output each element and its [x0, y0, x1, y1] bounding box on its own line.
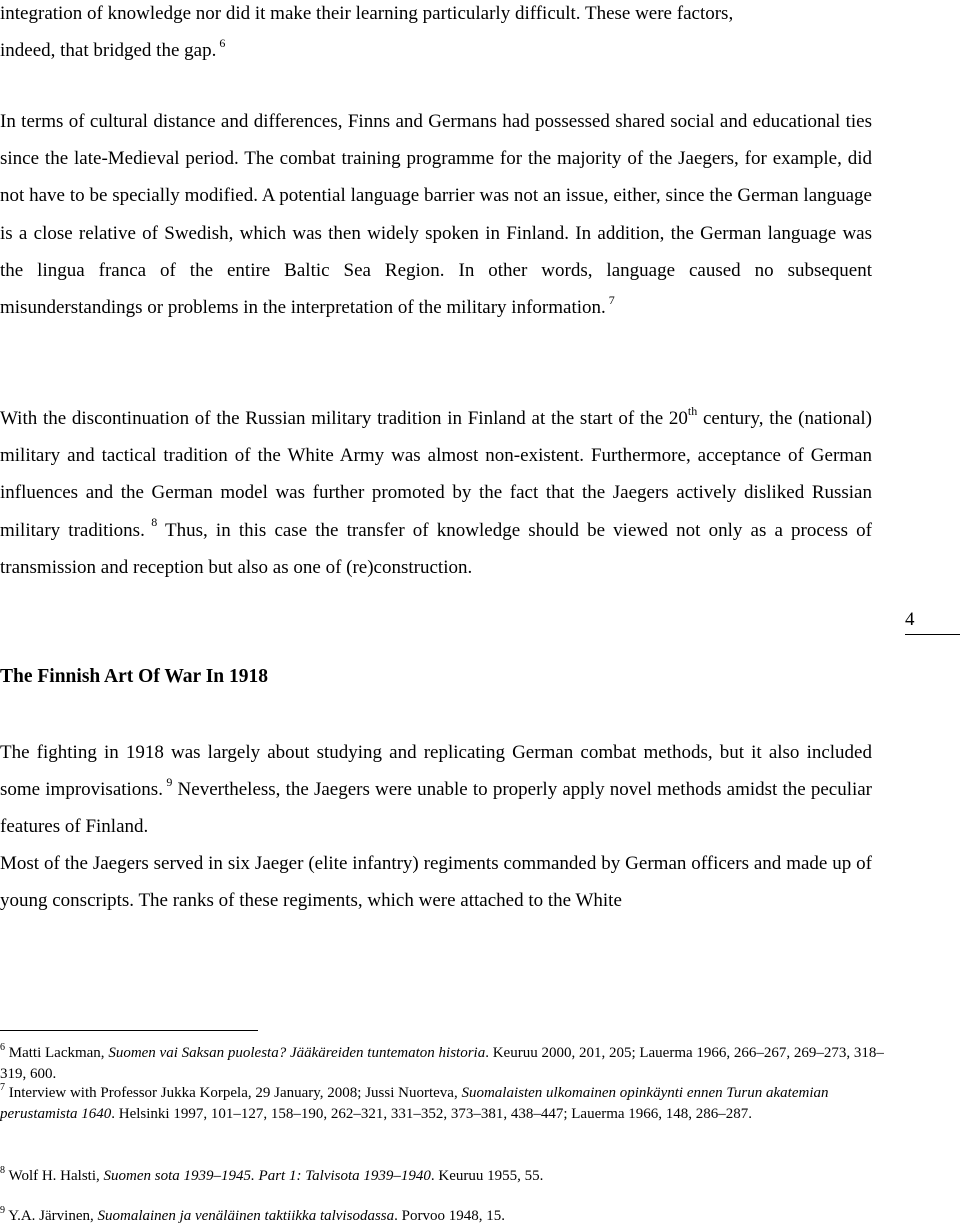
footnote-8 — [0, 1166, 900, 1187]
paragraph-3-text-b: century, the (national) military and tactical tradition of the White Army was almost non-existent. Furthermore, acceptance of German influences and the German model was further promoted by the fact that the Jaegers actively disliked Russian military traditions. — [0, 408, 872, 541]
footnote-6-number: 6 — [0, 1042, 5, 1053]
footnote-6-author: Matti Lackman, — [8, 1045, 109, 1061]
footnote-7-number: 7 — [0, 1082, 5, 1093]
paragraph-3-text-c: Thus, in this case the transfer of knowledge should be viewed not only as a process of transmission and reception but also as one of (re)construction. — [0, 519, 873, 578]
footnote-8-author: Wolf H. Halsti, — [8, 1168, 104, 1184]
paragraph-3 — [0, 400, 872, 586]
paragraph-4-text-a: The fighting in 1918 was largely about studying and replicating German combat methods, but it also included some improvisations. — [0, 742, 872, 801]
page-number: 4 — [905, 606, 960, 635]
footnote-6-rest: . Keuruu 2000, 201, 205; Lauerma 1966, 266–267, 269–273, 318–319, 600. — [0, 1045, 884, 1082]
footnote-9-title: Suomalainen ja venäläinen taktiikka talvisodassa — [97, 1208, 395, 1224]
paragraph-2 — [0, 103, 872, 326]
ordinal-suffix: th — [687, 403, 698, 418]
footnote-ref-6[interactable]: 6 — [219, 35, 226, 50]
footnote-8-number: 8 — [0, 1165, 5, 1176]
paragraph-1-line-2: indeed, that bridged the gap. — [0, 40, 217, 62]
footnote-7-rest: . Helsinki 1997, 101–127, 158–190, 262–321, 331–352, 373–381, 438–447; Lauerma 1966, 148, 286–287. — [111, 1106, 753, 1122]
footnote-9-author: Y.A. Järvinen, — [8, 1208, 98, 1224]
footnote-7-author: Interview with Professor Jukka Korpela, 29 January, 2008; Jussi Nuorteva, — [8, 1085, 462, 1101]
footnote-9 — [0, 1206, 900, 1227]
footnote-8-title: Suomen sota 1939–1945. Part 1: Talvisota 1939–1940 — [103, 1168, 431, 1184]
paragraph-3-text-a: With the discontinuation of the Russian military tradition in Finland at the start of the 20 — [0, 408, 688, 429]
paragraph-4 — [0, 734, 872, 846]
footnote-6-title: Suomen vai Saksan puolesta? Jääkäreiden tuntematon historia — [108, 1045, 486, 1061]
paragraph-1 — [0, 0, 872, 69]
footnote-9-number: 9 — [0, 1205, 5, 1216]
paragraph-5-text: Most of the Jaegers served in six Jaeger (elite infantry) regiments commanded by German officers and made up of young conscripts. The ranks of these regiments, which were attached to the White — [0, 853, 872, 912]
footnote-ref-8[interactable]: 8 — [151, 515, 158, 530]
footnote-9-rest: . Porvoo 1948, 15. — [394, 1208, 505, 1224]
footnote-7 — [0, 1083, 900, 1125]
footnote-6 — [0, 1043, 900, 1085]
paragraph-4-text-b: Nevertheless, the Jaegers were unable to properly apply novel methods amidst the peculiar features of Finland. — [0, 779, 873, 838]
footnote-7-title: Suomalaisten ulkomainen opinkäynti ennen Turun akatemian perustamista 1640 — [0, 1085, 829, 1122]
footnote-8-rest: . Keuruu 1955, 55. — [430, 1168, 544, 1184]
paragraph-5 — [0, 845, 872, 919]
footnote-ref-7[interactable]: 7 — [608, 292, 615, 307]
paragraph-1-line-1: integration of knowledge nor did it make their learning particularly difficult. These were factors, — [0, 3, 734, 24]
section-heading: The Finnish Art Of War In 1918 — [0, 666, 269, 687]
paragraph-2-text: In terms of cultural distance and differences, Finns and Germans had possessed shared social and educational ties since the late-Medieval period. The combat training programme for the majority of the Jaegers, for example, did not have to be specially modified. A potential language barrier was not an issue, either, since the German language is a close relative of Swedish, which was then widely spoken in Finland. In addition, the German language was the lingua franca of the entire Baltic Sea Region. In other words, language caused no subsequent misunderstandings or problems in the interpretation of the military information. — [0, 111, 872, 319]
footnote-separator — [0, 1030, 258, 1031]
footnote-ref-9[interactable]: 9 — [166, 774, 173, 789]
